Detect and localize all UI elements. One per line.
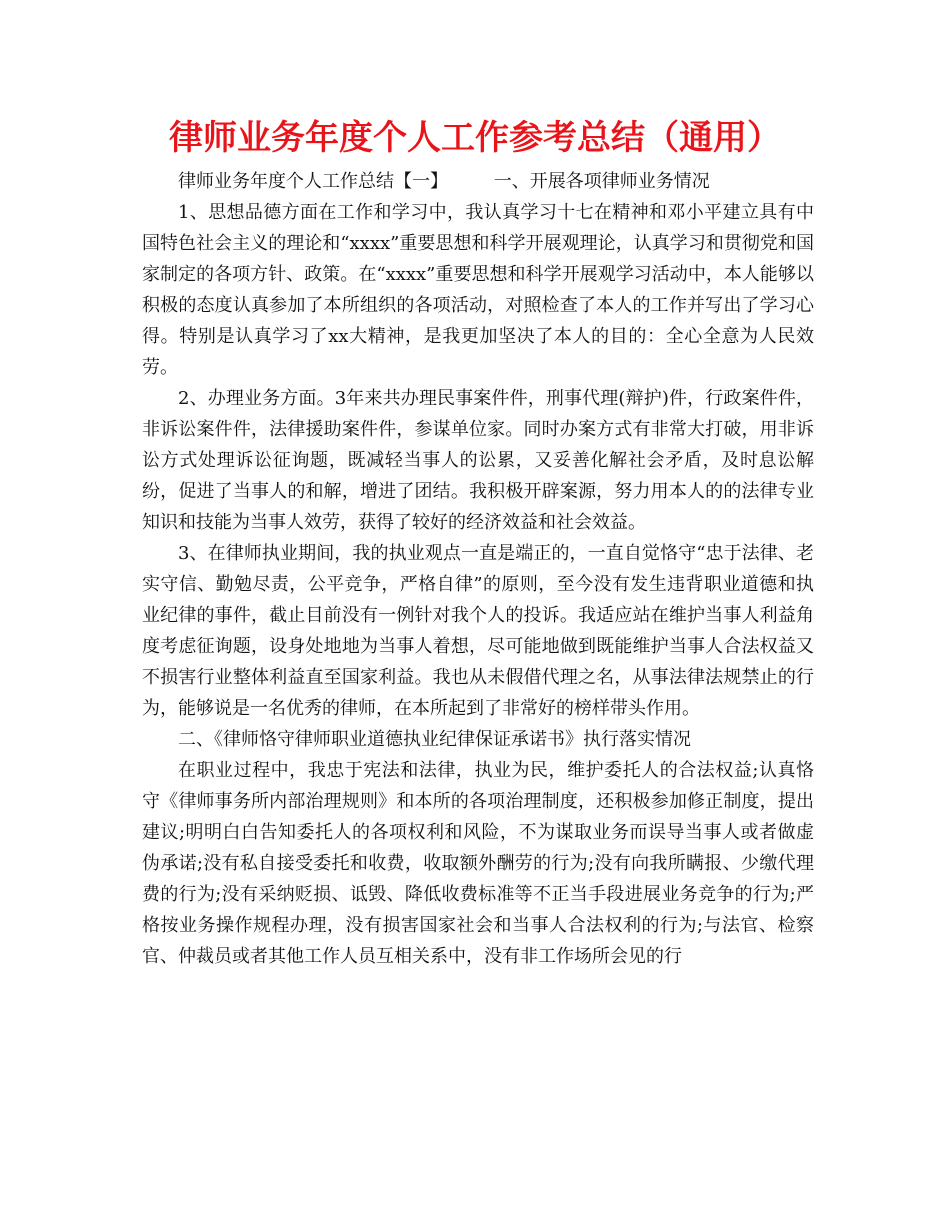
paragraph-conduct: 3、在律师执业期间，我的执业观点一直是端正的，一直自觉恪守“忠于法律、老实守信、勤勉尽责，公平竞争，严格自律”的原则，至今没有发生违背职业道德和执业纪律的事件，截止目前没有一例针对我个人的投诉。我适应站在维护当事人利益角度考虑征询题，设身处地地为当事人着想，尽可能地做到既能维护当事人合法权益又不损害行业整体利益直至国家利益。我也从未假借代理之名，从事法律法规禁止的行为，能够说是一名优秀的律师，在本所起到了非常好的榜样带头作用。: [142, 543, 814, 719]
paragraph-heading: 律师业务年度个人工作总结【一】 一、开展各项律师业务情况: [178, 171, 710, 192]
section-heading-pledge: 二、《律师恪守律师职业道德执业纪律保证承诺书》执行落实情况: [178, 729, 691, 750]
paragraph-pledge: 在职业过程中，我忠于宪法和法律，执业为民，维护委托人的合法权益;认真恪守《律师事务所内部治理规则》和本所的各项治理制度，还积极参加修正制度，提出建议;明明白白告知委托人的各项权利和风险，不为谋取业务而误导当事人或者做虚伪承诺;没有私自接受委托和收费，收取额外酬劳的行为;没有向我所瞒报、少缴代理费的行为;没有采纳贬损、诋毁、降低收费标准等不正当手段进展业务竞争的行为;严格按业务操作规程办理，没有损害国家社会和当事人合法权利的行为;与法官、检察官、仲裁员或者其他工作人员互相关系中，没有非工作场所会见的行: [142, 760, 814, 967]
document-body: [142, 166, 814, 972]
paragraph-ideology: 1、思想品德方面在工作和学习中，我认真学习十七在精神和邓小平建立具有中国特色社会主义的理论和“xxxx”重要思想和科学开展观理论，认真学习和贯彻党和国家制定的各项方针、政策。在“xxxx”重要思想和科学开展观学习活动中，本人能够以积极的态度认真参加了本所组织的各项活动，对照检查了本人的工作并写出了学习心得。特别是认真学习了xx大精神，是我更加坚决了本人的目的：全心全意为人民效劳。: [142, 202, 814, 378]
paragraph-business: 2、办理业务方面。3年来共办理民事案件件，刑事代理(辩护)件，行政案件件，非诉讼案件件，法律援助案件件，参谋单位家。同时办案方式有非常大打破，用非诉讼方式处理诉讼征询题，既减轻当事人的讼累，又妥善化解社会矛盾，及时息讼解纷，促进了当事人的和解，增进了团结。我积极开辟案源，努力用本人的的法律专业知识和技能为当事人效劳，获得了较好的经济效益和社会效益。: [142, 388, 814, 533]
document-title: 律师业务年度个人工作参考总结（通用）: [169, 118, 781, 158]
